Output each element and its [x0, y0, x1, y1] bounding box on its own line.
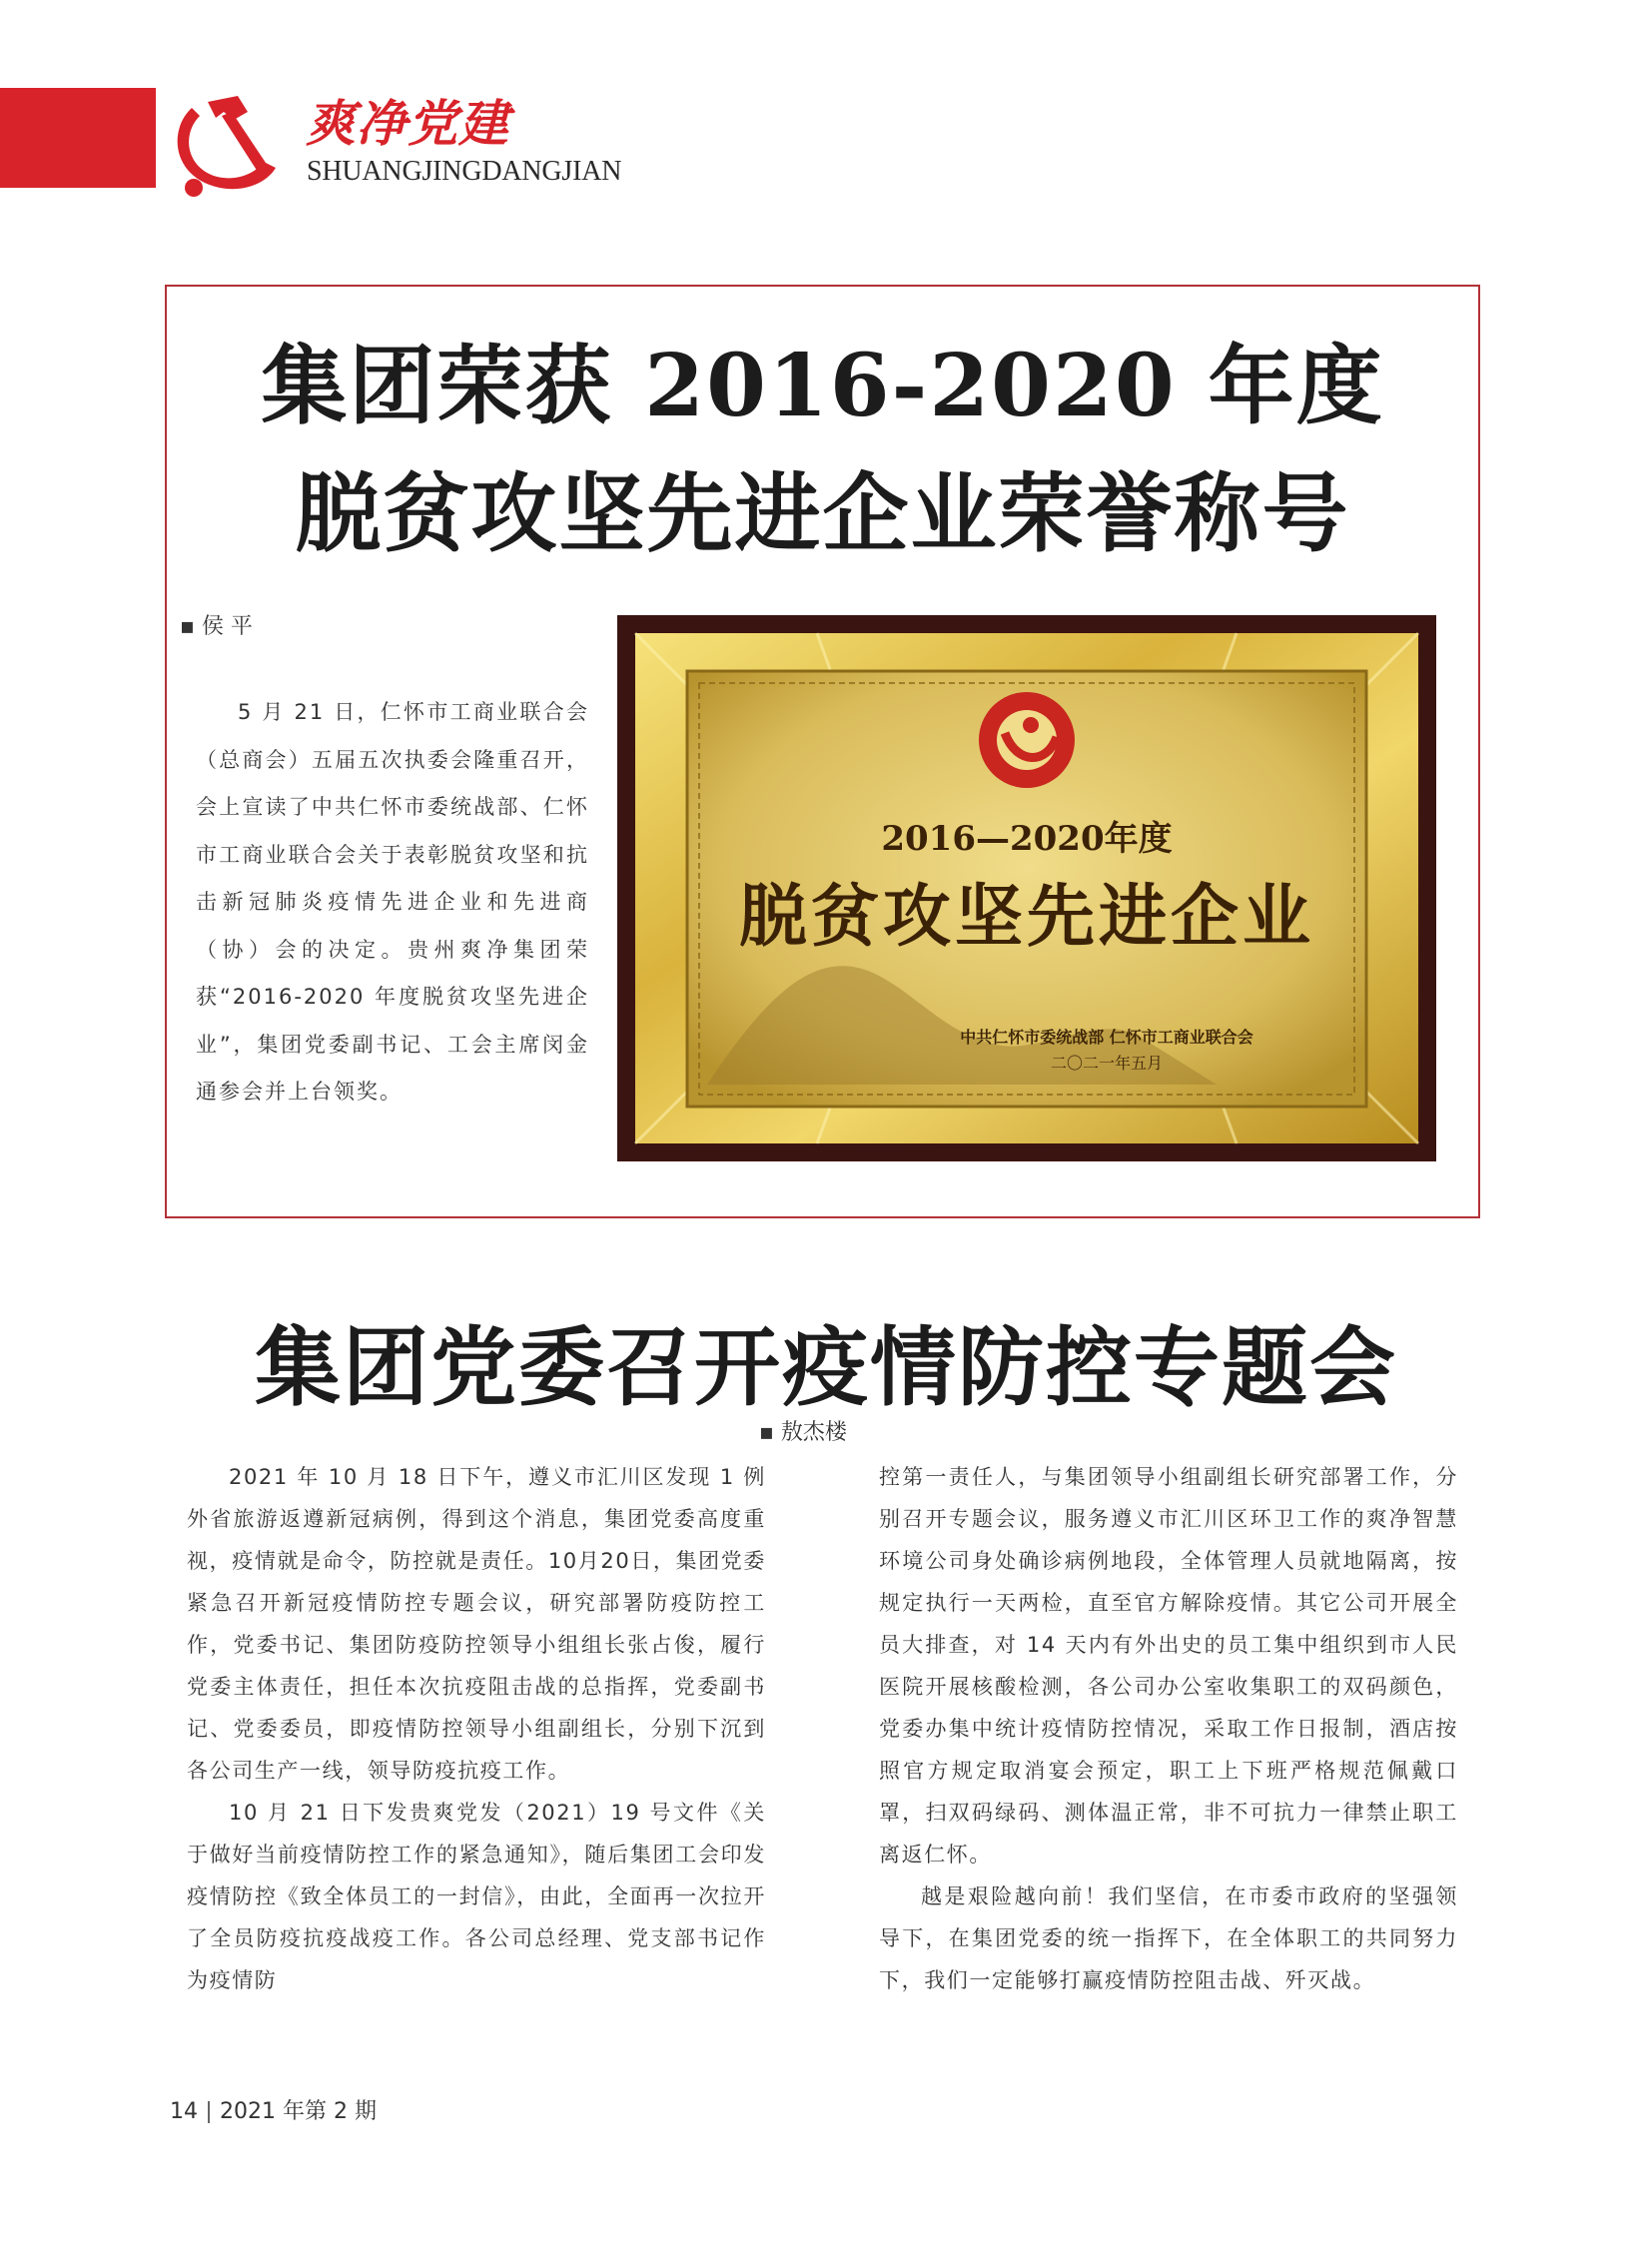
article2-title: 集团党委召开疫情防控专题会 — [255, 1317, 1397, 1418]
brand-subtitle: SHUANGJINGDANGJIAN — [307, 156, 622, 187]
plaque-date: 二〇二一年五月 — [1050, 1054, 1163, 1073]
header-red-block — [0, 88, 156, 188]
award-plaque-image — [617, 615, 1436, 1161]
article2-column-right — [879, 1456, 1458, 2001]
article-body: 5 月 21 日，仁怀市工商业联合会（总商会）五届五次执委会隆重召开，会上宣读了中共仁怀市委统战部、仁怀市工商业联合会关于表彰脱贫攻坚和抗击新冠肺炎疫情先进企业和先进商（协）会的决定。贵州爽净集团荣获“2016-2020 年度脱贫攻坚先进企业”，集团党委副书记、工会主席闵金通参会并上台领奖。 — [196, 700, 589, 1104]
paragraph: 2021 年 10 月 18 日下午，遵义市汇川区发现 1 例外省旅游返遵新冠病例，得到这个消息，集团党委高度重视，疫情就是命令，防控就是责任。10月20日，集团党委紧急召开新冠疫情防控专题会议，研究部署防疫防控工作，党委书记、集团防疫防控领导小组组长张占俊，履行党委主体责任，担任本次抗疫阻击战的总指挥，党委副书记、党委委员，即疫情防控领导小组副组长，分别下沉到各公司生产一线，领导防疫抗疫工作。 — [187, 1465, 766, 1783]
article-author: ▪ 侯 平 — [180, 614, 253, 639]
hammer-sickle-emblem-icon — [164, 90, 282, 200]
page-footer — [170, 2094, 377, 2125]
article-title-line2: 脱贫攻坚先进企业荣誉称号 — [295, 463, 1350, 564]
article2-author: ▪ 敖杰楼 — [759, 1420, 847, 1445]
issue-label: 2021 年第 2 期 — [220, 2099, 377, 2124]
paragraph: 控第一责任人，与集团领导小组副组长研究部署工作，分别召开专题会议，服务遵义市汇川区环卫工作的爽净智慧环境公司身处确诊病例地段，全体管理人员就地隔离，按规定执行一天两检，直至官方解除疫情。其它公司开展全员大排查，对 14 天内有外出史的员工集中组织到市人民医院开展核酸检测，各公司办公室收集职工的双码颜色，党委办集中统计疫情防控情况，采取工作日报制，酒店按照官方规定取消宴会预定，职工上下班严格规范佩戴口罩，扫双码绿码、测体温正常，非不可抗力一律禁止职工离返仁怀。 — [879, 1465, 1458, 1867]
plaque-year: 2016—2020年度 — [881, 819, 1173, 859]
footer-divider — [208, 2101, 210, 2123]
plaque-issuer: 中共仁怀市委统战部 仁怀市工商业联合会 — [960, 1028, 1253, 1047]
brand-title: 爽净党建 — [306, 95, 509, 153]
paragraph: 越是艰险越向前！我们坚信，在市委市政府的坚强领导下，在集团党委的统一指挥下，在全体职工的共同努力下，我们一定能够打赢疫情防控阻击战、歼灭战。 — [879, 1884, 1458, 1992]
page-number: 14 — [170, 2099, 198, 2124]
article-title-line1: 集团荣获 2016-2020 年度 — [261, 336, 1384, 436]
article2-column-left — [187, 1456, 766, 2001]
paragraph: 10 月 21 日下发贵爽党发（2021）19 号文件《关于做好当前疫情防控工作的紧急通知》，随后集团工会印发疫情防控《致全体员工的一封信》，由此，全面再一次拉开了全员防疫抗疫战疫工作。各公司总经理、党支部书记作为疫情防 — [187, 1801, 766, 1992]
plaque-title: 脱贫攻坚先进企业 — [738, 877, 1314, 957]
